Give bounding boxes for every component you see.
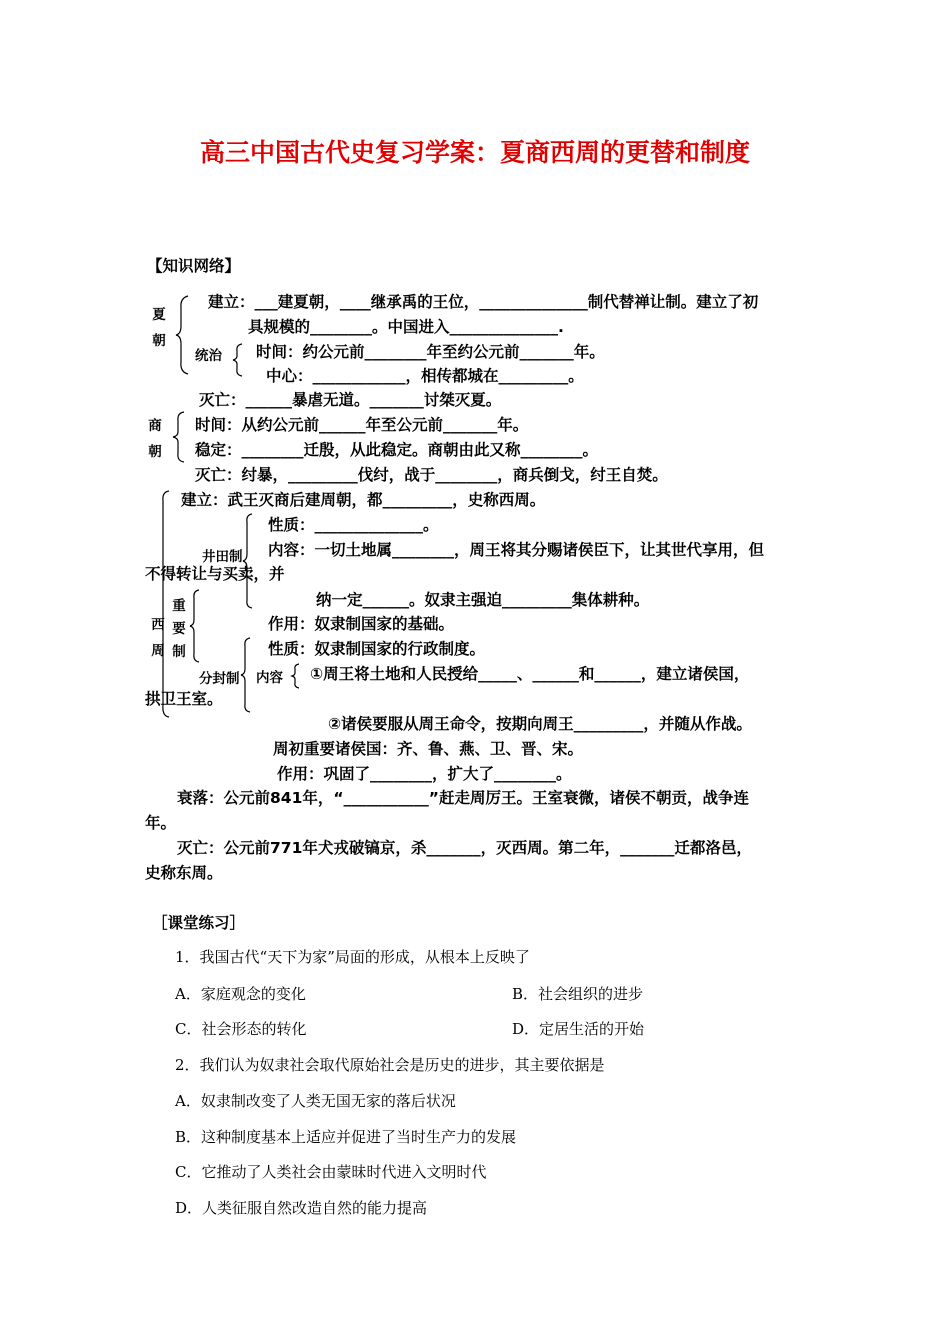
section-heading-practice: ［课堂练习］: [152, 914, 246, 932]
shang-time-line: 时间：从约公元前______年至公元前_______年。: [195, 416, 529, 434]
fenfeng-role-line: 作用：巩固了________，扩大了________。: [277, 765, 572, 783]
zhou-decline-line-cont: 年。: [145, 814, 177, 832]
question-1-option-a: A．家庭观念的变化: [175, 985, 306, 1003]
xia-rule-label: 统治: [195, 348, 222, 364]
question-1-stem: 1．我国古代“天下为家”局面的形成，从根本上反映了: [175, 948, 530, 966]
question-2-option-c: C．它推动了人类社会由蒙昧时代进入文明时代: [175, 1163, 487, 1181]
fenfeng-content-line2: ②诸侯要服从周王命令，按期向周王_________，并随从作战。: [328, 715, 752, 733]
fenfeng-content-label: 内容: [256, 670, 283, 686]
question-2-option-b: B．这种制度基本上适应并促进了当时生产力的发展: [175, 1128, 517, 1146]
fenfeng-states-line: 周初重要诸侯国：齐、鲁、燕、卫、晋、宋。: [273, 740, 584, 758]
shang-brace: [173, 412, 185, 462]
shang-fall-line: 灭亡：纣暴，_________伐纣，战于________，商兵倒戈，纣王自焚。: [195, 466, 668, 484]
shang-label: 商 朝: [148, 418, 162, 460]
xia-brace: [176, 296, 190, 374]
question-2-stem: 2．我们认为奴隶社会取代原始社会是历史的进步，其主要依据是: [175, 1056, 605, 1074]
xia-fall-line: 灭亡：______暴虐无道。_______讨桀灭夏。: [199, 391, 502, 409]
jingtian-role-line: 作用：奴隶制国家的基础。: [268, 615, 455, 633]
jingtian-content-line-cont: 不得转让与买卖，并: [145, 565, 285, 583]
zhou-fall-line: 灭亡：公元前771年犬戎破镐京，杀_______，灭西周。第二年，_______迁都洛邑，: [177, 839, 752, 857]
important-systems-label: 重 要 制: [172, 598, 186, 660]
xia-center-line: 中心：____________，相传都城在_________。: [266, 367, 584, 385]
fenfeng-brace: [241, 638, 251, 712]
question-2-option-a: A．奴隶制改变了人类无国无家的落后状况: [175, 1092, 456, 1110]
xia-label: 夏 朝: [152, 307, 166, 349]
fenfeng-content-line1: ①周王将土地和人民授给_____、______和______，建立诸侯国，: [310, 665, 750, 683]
question-2-option-d: D．人类征服自然改造自然的能力提高: [175, 1199, 428, 1217]
zhou-label: 西 周: [151, 617, 165, 659]
zhou-outer-bracket: [157, 491, 171, 717]
jingtian-label: 井田制: [202, 549, 243, 565]
section-heading-network: 【知识网络】: [147, 257, 241, 275]
page-title: 高三中国古代史复习学案：夏商西周的更替和制度: [199, 138, 750, 167]
fenfeng-nature-line: 性质：奴隶制国家的行政制度。: [268, 640, 486, 658]
xia-time-line: 时间：约公元前________年至约公元前_______年。: [256, 343, 605, 361]
zhou-establish-line: 建立：武王灭商后建周朝，都_________，史称西周。: [181, 491, 546, 509]
jingtian-tax-line: 纳一定______。奴隶主强迫_________集体耕种。: [316, 591, 650, 609]
jingtian-brace: [243, 514, 253, 608]
xia-establish-line: 建立：___建夏朝，____继承禹的王位，______________制代替禅让制。建立了初: [208, 293, 759, 311]
xia-establish-line-cont: 具规模的________。中国进入______________.: [248, 318, 564, 336]
question-1-option-b: B．社会组织的进步: [512, 985, 644, 1003]
question-1-option-c: C．社会形态的转化: [175, 1020, 307, 1038]
question-1-option-d: D．定居生活的开始: [512, 1020, 645, 1038]
fenfeng-label: 分封制: [199, 671, 240, 687]
jingtian-nature-line: 性质：______________。: [268, 516, 439, 534]
fenfeng-content-brace: [292, 664, 300, 688]
xia-rule-brace: [233, 344, 243, 376]
shang-stable-line: 稳定：________迁殷，从此稳定。商朝由此又称________。: [195, 441, 599, 459]
zhou-fall-line-cont: 史称东周。: [145, 864, 223, 882]
jingtian-content-line: 内容：一切土地属________，周王将其分赐诸侯臣下，让其世代享用，但: [268, 541, 765, 559]
systems-brace: [190, 590, 200, 662]
zhou-decline-line: 衰落：公元前841年，“___________”赶走周厉王。王室衰微，诸侯不朝贡，战争连: [177, 789, 749, 807]
fenfeng-content-line1-cont: 拱卫王室。: [145, 690, 223, 708]
